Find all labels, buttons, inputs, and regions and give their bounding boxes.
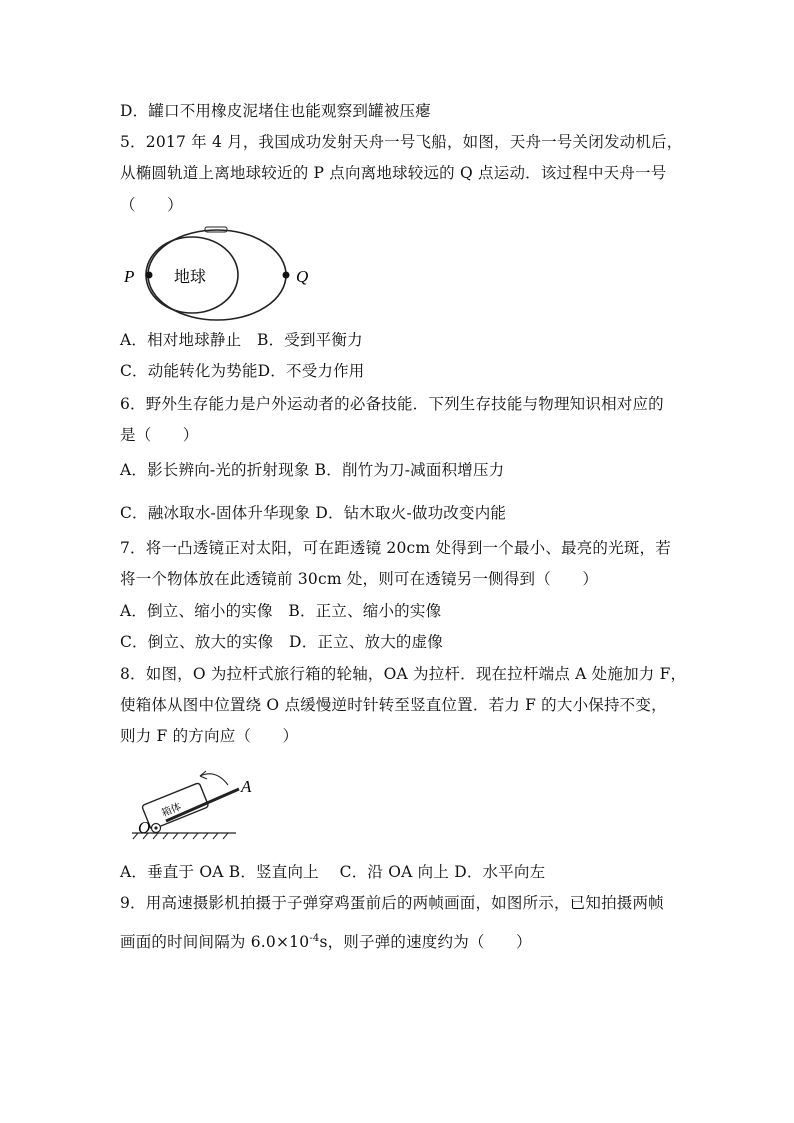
exponent: -4 — [309, 933, 320, 944]
question-6-options-cd: C．融冰取水-固体升华现象 D．钻木取火-做功改变内能 — [120, 504, 507, 522]
question-9-text-part1: 画面的时间间隔为 6.0×10 — [120, 933, 310, 952]
suitcase-figure — [118, 755, 258, 845]
question-9-text-part2: s，则子弹的速度约为（ ） — [319, 933, 532, 952]
question-5-line-1: 5．2017 年 4 月，我国成功发射天舟一号飞船，如图，天舟一号关闭发动机后， — [120, 133, 683, 151]
point-p-dot — [146, 272, 153, 279]
point-q-label: Q — [296, 267, 309, 286]
question-9-line-2 — [120, 929, 532, 952]
question-5-options-ab: A．相对地球静止 B．受到平衡力 — [120, 331, 363, 349]
question-8-line-3: 则力 F 的方向应（ ） — [120, 727, 299, 745]
point-o-label: O — [138, 818, 151, 837]
question-7-options-cd: C．倒立、放大的实像 D．正立、放大的虚像 — [120, 633, 443, 651]
rotation-arrow-icon — [200, 774, 228, 785]
question-7-options-ab: A．倒立、缩小的实像 B．正立、缩小的实像 — [120, 602, 442, 620]
question-5-options-cd: C．动能转化为势能D．不受力作用 — [120, 362, 365, 380]
question-6-line-2: 是（ ） — [120, 426, 199, 444]
earth-label: 地球 — [174, 267, 207, 286]
question-6-options-ab: A．影长辨向-光的折射现象 B．削竹为刀-减面积增压力 — [120, 461, 505, 479]
question-5-line-2: 从椭圆轨道上离地球较近的 P 点向离地球较远的 Q 点运动．该过程中天舟一号 — [120, 164, 667, 182]
orbit-figure — [118, 222, 328, 322]
point-p-label: P — [124, 267, 135, 286]
question-9-line-1: 9．用高速摄影机拍摄于子弹穿鸡蛋前后的两帧画面，如图所示，已知拍摄两帧 — [120, 894, 664, 912]
option-5d-previous: D．罐口不用橡皮泥堵住也能观察到罐被压瘪 — [120, 102, 431, 120]
question-8-options: A．垂直于 OA B．竖直向上 C．沿 OA 向上 D．水平向左 — [120, 863, 546, 881]
question-7-line-2: 将一个物体放在此透镜前 30cm 处，则可在透镜另一侧得到（ ） — [120, 570, 599, 588]
suitcase-label: 箱体 — [160, 801, 183, 820]
question-5-blank: （ ） — [120, 196, 183, 214]
question-7-line-1: 7．将一凸透镜正对太阳，可在距透镜 20cm 处得到一个最小、最亮的光斑，若 — [120, 539, 671, 557]
question-8-line-1: 8．如图，O 为拉杆式旅行箱的轮轴，OA 为拉杆．现在拉杆端点 A 处施加力 F， — [120, 665, 687, 683]
point-a-label: A — [241, 777, 252, 796]
point-q-dot — [283, 272, 290, 279]
question-8-line-2: 使箱体从图中位置绕 O 点缓慢逆时针转至竖直位置．若力 F 的大小保持不变， — [120, 696, 667, 714]
question-6-line-1: 6．野外生存能力是户外运动者的必备技能．下列生存技能与物理知识相对应的 — [120, 395, 664, 413]
